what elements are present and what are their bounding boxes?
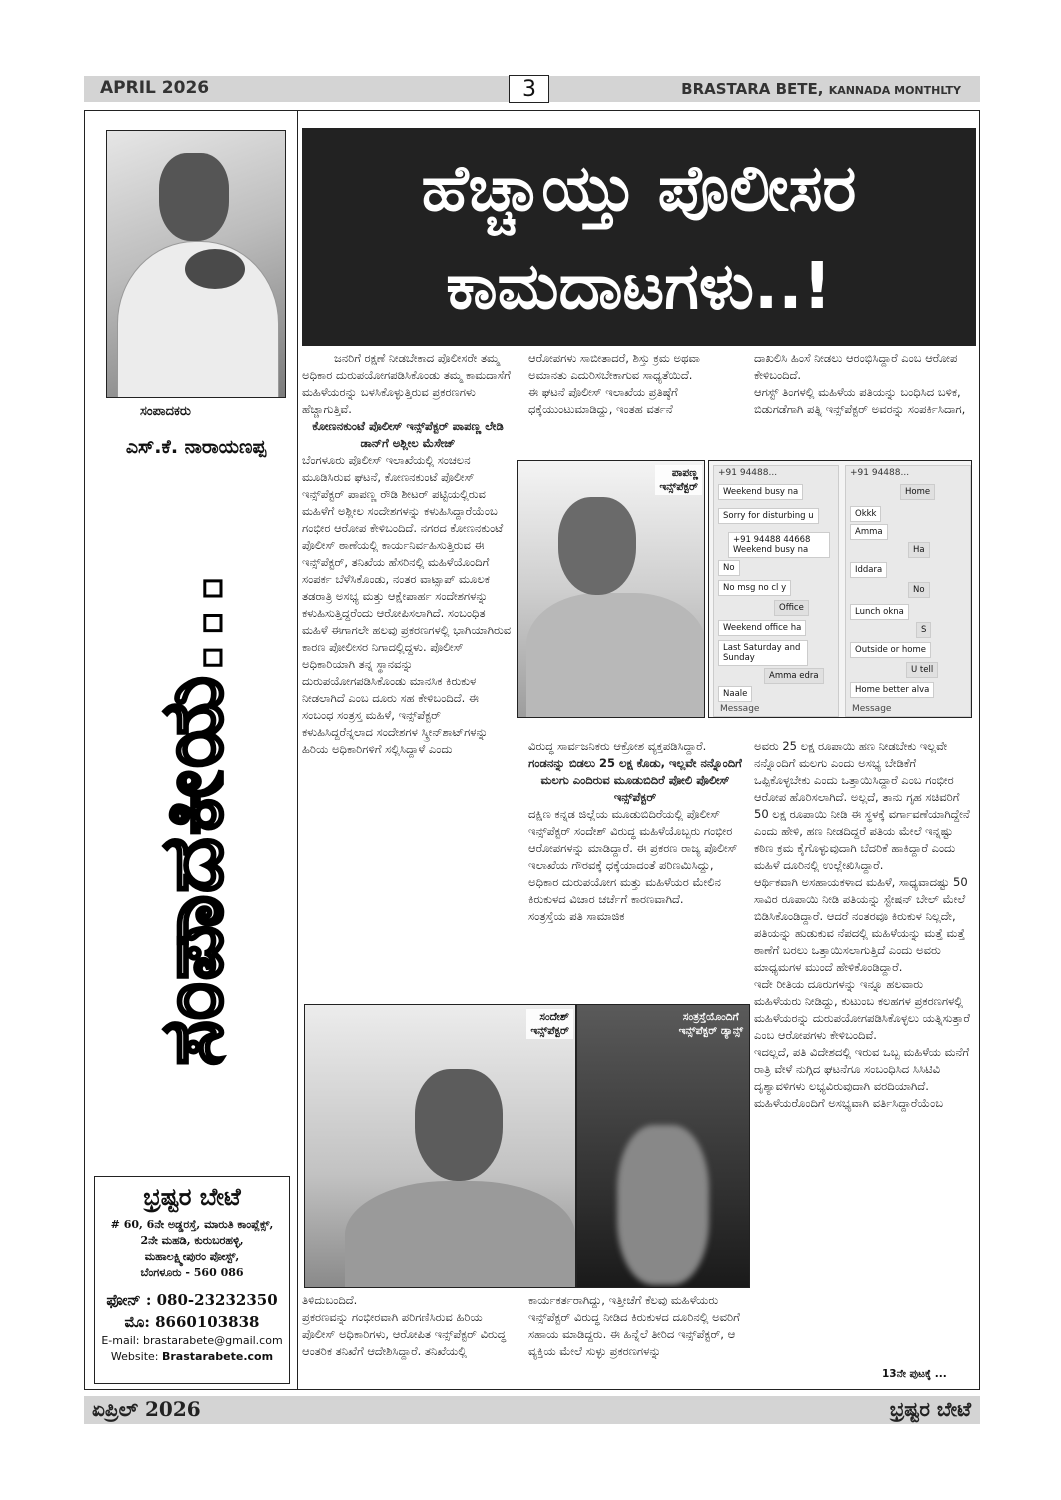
editorial-title-text: ಸಂಪಾದಕೀಯ...: [142, 570, 242, 1066]
paragraph: ಇದಲ್ಲದೆ, ಪತಿ ವಿದೇಶದಲ್ಲಿ ಇರುವ ಒಬ್ಬ ಮಹಿಳೆಯ ಮನೆಗೆ ರಾತ್ರಿ ವೇಳೆ ನುಗ್ಗಿದ ಘಟನೆಗೂ ಸಂಬಂಧಿಸಿದ ಸಿಸಿಟಿವಿ ದೃಶ್ಯಾವಳಿಗಳು ಲಭ್ಯವಿರುವುದಾಗಿ ವರದಿಯಾಗಿದೆ.: [754, 1045, 970, 1093]
photo-uniform: [345, 1181, 575, 1288]
chat-message: Sorry for disturbing u: [718, 508, 819, 524]
message-input: Message: [720, 704, 760, 714]
caption-title: ಇನ್ಸ್‌ಪೆಕ್ಟರ್: [659, 481, 698, 493]
blurred-figure: [617, 1125, 709, 1285]
footer-bar: [84, 1396, 980, 1424]
chat-message: No: [908, 582, 930, 598]
paragraph: ಅವರು 25 ಲಕ್ಷ ರೂಪಾಯಿ ಹಣ ನೀಡಬೇಕು ಇಲ್ಲವೇ ನನ್ನೊಂದಿಗೆ ಮಲಗು ಎಂದು ಅಸಭ್ಯ ಬೇಡಿಕೆಗೆ ಒಪ್ಪಿಕೊಳ್ಳಬೇಕು ಎಂದು ಒತ್ತಾಯಿಸಿದ್ದಾರೆ ಎಂಬ ಗಂಭೀರ ಆರೋಪ ಹೊರಿಸಲಾಗಿದೆ. ಅಲ್ಲದೆ, ತಾನು ಗೃಹ ಸಚಿವರಿಗೆ 50 ಲಕ್ಷ ರೂಪಾಯಿ ನೀಡಿ ಈ ಸ್ಥಳಕ್ಕೆ ವರ್ಗಾವಣೆಯಾಗಿದ್ದೇನೆ ಎಂದು ಹೇಳಿ, ಹಣ ನೀಡದಿದ್ದರೆ ಪತಿಯ ಮೇಲೆ ಇನ್ನಷ್ಟು ಕಠಿಣ ಕ್ರಮ ಕೈಗೊಳ್ಳುವುದಾಗಿ ಬೆದರಿಕೆ ಹಾಕಿದ್ದಾರೆ ಎಂದು ಮಹಿಳೆ ದೂರಿನಲ್ಲಿ ಉಲ್ಲೇಖಿಸಿದ್ದಾರೆ.: [754, 739, 970, 872]
paragraph: ಈ ಘಟನೆ ಪೊಲೀಸ್ ಇಲಾಖೆಯ ಪ್ರತಿಷ್ಠೆಗೆ ಧಕ್ಕೆಯುಂಟುಮಾಡಿದ್ದು, ಇಂತಹ ವರ್ತನೆ: [528, 385, 678, 416]
address-brand: ಭ್ರಷ್ಟರ ಬೇಟೆ: [143, 1183, 241, 1211]
caption-line: ಸಂತ್ರಸ್ತೆಯೊಂದಿಗೆ: [682, 1011, 739, 1023]
editor-photo: [106, 130, 286, 398]
chat-message: Outside or home: [850, 642, 931, 658]
chat-pane-left: [713, 465, 839, 717]
photo-caption: [526, 1009, 573, 1039]
paragraph: ದಕ್ಷಿಣ ಕನ್ನಡ ಜಿಲ್ಲೆಯ ಮೂಡುಬಿದಿರೆಯಲ್ಲಿ ಪೊಲೀಸ್ ಇನ್ಸ್‌ಪೆಕ್ಟರ್ ಸಂದೇಶ್ ವಿರುದ್ಧ ಮಹಿಳೆಯೊಬ್ಬರು ಗಂಭೀರ ಆರೋಪಗಳನ್ನು ಮಾಡಿದ್ದಾರೆ. ಈ ಪ್ರಕರಣ ರಾಜ್ಯ ಪೊಲೀಸ್ ಇಲಾಖೆಯ ಗೌರವಕ್ಕೆ ಧಕ್ಕೆಯಾದಂತೆ ಪರಿಣಮಿಸಿದ್ದು, ಅಧಿಕಾರ ದುರುಪಯೋಗ ಮತ್ತು ಮಹಿಳೆಯರ ಮೇಲಿನ ಕಿರುಕುಳದ ವಿಚಾರ ಚರ್ಚೆಗೆ ಕಾರಣವಾಗಿದೆ.: [528, 807, 738, 906]
page-number: 3: [509, 75, 549, 103]
chat-message: Iddara: [850, 562, 887, 578]
chat-message: Amma: [850, 524, 888, 540]
photo-face: [415, 1069, 503, 1181]
address-line-3: ಮಹಾಲಕ್ಷ್ಮೀಪುರಂ ಪೋಸ್ಟ್,: [144, 1250, 240, 1263]
continued-on-page: 13ನೇ ಪುಟಕ್ಕೆ ...: [882, 1368, 947, 1380]
inspector-dance-photo: [576, 1004, 750, 1288]
chat-contact: +91 94488...: [718, 468, 778, 478]
paragraph: ವಿರುದ್ಧ ಸಾರ್ವಜನಿಕರು ಆಕ್ರೋಶ ವ್ಯಕ್ತಪಡಿಸಿದ್ದಾರೆ.: [528, 739, 707, 753]
website-url: Brastarabete.com: [161, 1350, 274, 1363]
chat-message: Weekend busy na: [718, 484, 803, 500]
article-column-2c: [528, 1292, 742, 1360]
chat-message: Okkk: [850, 506, 881, 522]
chat-message: No msg no cl y: [718, 580, 791, 596]
publication-subtitle: KANNADA MONTHLTY: [828, 84, 961, 97]
caption-line: ಇನ್ಸ್‌ಪೆಕ್ಟರ್ ಡ್ಯಾನ್ಸ್: [678, 1025, 743, 1037]
paragraph: ಜನರಿಗೆ ರಕ್ಷಣೆ ನೀಡಬೇಕಾದ ಪೊಲೀಸರೇ ತಮ್ಮ ಅಧಿಕಾರ ದುರುಪಯೋಗಪಡಿಸಿಕೊಂಡು ತಮ್ಮ ಕಾಮದಾಸೆಗೆ ಮಹಿಳೆಯರನ್ನು ಬಳಸಿಕೊಳ್ಳುತ್ತಿರುವ ಪ್ರಕರಣಗಳು ಹೆಚ್ಚಾಗುತ್ತಿವೆ.: [302, 351, 511, 416]
address-line-4: ಬೆಂಗಳೂರು - 560 086: [140, 1266, 244, 1279]
chat-message: Ha: [908, 542, 930, 558]
paragraph: ದಾಖಲಿಸಿ ಹಿಂಸೆ ನೀಡಲು ಆರಂಭಿಸಿದ್ದಾರೆ ಎಂಬ ಆರೋಪ ಕೇಳಿಬಂದಿದೆ.: [754, 351, 958, 382]
chat-message: S: [916, 622, 931, 638]
paragraph: ಆರೋಪಗಳು ಸಾಬೀತಾದರೆ, ಶಿಸ್ತು ಕ್ರಮ ಅಥವಾ ಅಮಾನತು ಎದುರಿಸಬೇಕಾಗುವ ಸಾಧ್ಯತೆಯಿದೆ.: [528, 351, 700, 382]
article-column-2b: [528, 738, 742, 925]
publication-name: [681, 80, 961, 98]
article-column-1: [302, 350, 514, 758]
editorial-vertical-title: [108, 478, 278, 1158]
publication-title: BRASTARA BETE,: [681, 80, 824, 98]
editor-name: ಎಸ್.ಕೆ. ನಾರಾಯಣಪ್ಪ: [125, 436, 267, 458]
phone-number: ಫೋನ್ : 080-23232350: [106, 1291, 278, 1309]
photo-face: [558, 497, 636, 595]
inspector-papanna-photo: [517, 460, 705, 718]
address-line-1: # 60, 6ನೇ ಅಡ್ಡರಸ್ತೆ, ಮಾರುತಿ ಕಾಂಪ್ಲೆಕ್ಸ್,: [110, 1218, 274, 1231]
headline: [302, 128, 976, 346]
photo-uniform: [526, 593, 705, 718]
editor-photo-arm: [185, 249, 245, 289]
paragraph: ಇದೇ ರೀತಿಯ ದೂರುಗಳನ್ನು ಇನ್ನೂ ಹಲವಾರು ಮಹಿಳೆಯರು ನೀಡಿದ್ದು, ಕುಟುಂಬ ಕಲಹಗಳ ಪ್ರಕರಣಗಳಲ್ಲಿ ಮಹಿಳೆಯರನ್ನು ದುರುಪಯೋಗಪಡಿಸಿಕೊಳ್ಳಲು ಯತ್ನಿಸುತ್ತಾರೆ ಎಂಬ ಆರೋಪಗಳು ಕೇಳಿಬಂದಿವೆ.: [754, 977, 970, 1042]
headline-line-2: ಕಾಮದಾಟಗಳು..!: [446, 250, 832, 324]
article-column-2: [528, 350, 740, 418]
message-input: Message: [852, 704, 892, 714]
paragraph: ಸಂತ್ರಸ್ತೆಯ ಪತಿ ಸಾಮಾಜಿಕ: [528, 909, 625, 923]
chat-message: No: [718, 560, 740, 576]
paragraph: ಕಾರ್ಯಕರ್ತರಾಗಿದ್ದು, ಇತ್ತೀಚೆಗೆ ಕೆಲವು ಮಹಿಳೆಯರು ಇನ್ಸ್‌ಪೆಕ್ಟರ್ ವಿರುದ್ಧ ನೀಡಿದ ಕಿರುಕುಳದ ದೂರಿನಲ್ಲಿ ಅವರಿಗೆ ಸಹಾಯ ಮಾಡಿದ್ದರು. ಈ ಹಿನ್ನೆಲೆ ತೀರಿದ ಇನ್ಸ್‌ಪೆಕ್ಟರ್, ಆ ವ್ಯಕ್ತಿಯ ಮೇಲೆ ಸುಳ್ಳು ಪ್ರಕರಣಗಳನ್ನು: [528, 1293, 740, 1358]
website-label: Website:: [110, 1350, 159, 1363]
chat-message: Home: [900, 484, 935, 500]
article-column-3b: [754, 738, 972, 1112]
chat-message: Last Saturday and Sunday: [718, 640, 808, 666]
headline-line-1: ಹೆಚ್ಚಾಯ್ತು ಪೊಲೀಸರ: [421, 152, 857, 226]
chat-pane-right: [845, 465, 971, 717]
caption-name: ಪಾಪಣ್ಣ: [671, 467, 698, 479]
subheading: ಕೋಣನಕುಂಟೆ ಪೊಲೀಸ್ ಇನ್ಸ್‌ಪೆಕ್ಟರ್ ಪಾಪಣ್ಣ ಲೇಡಿ ಡಾನ್‌ಗೆ ಅಶ್ಲೀಲ ಮೆಸೇಜ್: [312, 419, 504, 450]
email-address: E-mail: brastarabete@gmail.com: [101, 1334, 283, 1347]
footer-date: ಏಪ್ರಿಲ್ 2026: [92, 1397, 201, 1421]
paragraph: ಪ್ರಕರಣವನ್ನು ಗಂಭೀರವಾಗಿ ಪರಿಗಣಿಸಿರುವ ಹಿರಿಯ ಪೊಲೀಸ್ ಅಧಿಕಾರಿಗಳು, ಆರೋಪಿತ ಇನ್ಸ್‌ಪೆಕ್ಟರ್ ವಿರುದ್ಧ ಆಂತರಿಕ ತನಿಖೆಗೆ ಆದೇಶಿಸಿದ್ದಾರೆ. ತನಿಖೆಯಲ್ಲಿ: [302, 1310, 507, 1358]
article-column-1c: [302, 1292, 516, 1360]
website: [95, 1349, 289, 1365]
chat-message: Lunch okna: [850, 604, 909, 620]
footer-brand: ಭ್ರಷ್ಟರ ಬೇಟೆ: [889, 1397, 971, 1421]
caption-name: ಸಂದೇಶ್: [539, 1011, 569, 1023]
chat-message: +91 94488 44668 Weekend busy na: [728, 532, 830, 558]
chat-message: Weekend office ha: [718, 620, 806, 636]
chat-contact: +91 94488...: [850, 468, 910, 478]
paragraph: ಮಹಿಳೆಯರೊಂದಿಗೆ ಅಸಭ್ಯವಾಗಿ ವರ್ತಿಸಿದ್ದಾರೆಯೆಂಬ: [754, 1096, 944, 1110]
issue-date: APRIL 2026: [100, 78, 210, 98]
chat-message: U tell: [906, 662, 938, 678]
editor-photo-head: [159, 153, 229, 241]
chat-message: Office: [774, 600, 809, 616]
chat-message: Home better alva: [850, 682, 934, 698]
photo-caption: [655, 465, 702, 495]
chat-message: Naale: [718, 686, 752, 702]
editor-label: ಸಂಪಾದಕರು: [140, 404, 191, 419]
photo-caption: [675, 1009, 747, 1039]
paragraph: ಆರ್ಥಿಕವಾಗಿ ಅಸಹಾಯಕಳಾದ ಮಹಿಳೆ, ಸಾಧ್ಯವಾದಷ್ಟು 50 ಸಾವಿರ ರೂಪಾಯಿ ನೀಡಿ ಪತಿಯನ್ನು ಸ್ಟೇಷನ್ ಬೇಲ್ ಮೇಲೆ ಬಿಡಿಸಿಕೊಂಡಿದ್ದಾರೆ. ಆದರೆ ನಂತರವೂ ಕಿರುಕುಳ ನಿಲ್ಲದೇ, ಪತಿಯನ್ನು ಹುಡುಕುವ ನೆಪದಲ್ಲಿ ಮಹಿಳೆಯನ್ನು ಮತ್ತೆ ಮತ್ತೆ ಠಾಣೆಗೆ ಬರಲು ಒತ್ತಾಯಿಸಲಾಗುತ್ತಿದೆ ಎಂದು ಅವರು ಮಾಧ್ಯಮಗಳ ಮುಂದೆ ಹೇಳಿಕೊಂಡಿದ್ದಾರೆ.: [754, 875, 968, 974]
mobile-number: ಮೊ: 8660103838: [124, 1313, 260, 1331]
chat-message: Amma edra: [764, 668, 824, 684]
paragraph: ಆಗಸ್ಟ್ ತಿಂಗಳಲ್ಲಿ ಮಹಿಳೆಯ ಪತಿಯನ್ನು ಬಂಧಿಸಿದ ಬಳಿಕ, ಬಿಡುಗಡೆಗಾಗಿ ಪತ್ನಿ ಇನ್ಸ್‌ಪೆಕ್ಟರ್ ಅವರನ್ನು ಸಂಪರ್ಕಿಸಿದಾಗ,: [754, 385, 966, 416]
caption-title: ಇನ್ಸ್‌ಪೆಕ್ಟರ್: [530, 1025, 569, 1037]
paragraph: ತಿಳಿದುಬಂದಿದೆ.: [302, 1293, 358, 1307]
address-box: [94, 1176, 290, 1384]
chat-screenshot: [708, 460, 972, 718]
column-divider: [297, 110, 298, 1390]
paragraph: ಬೆಂಗಳೂರು ಪೊಲೀಸ್ ಇಲಾಖೆಯಲ್ಲಿ ಸಂಚಲನ ಮೂಡಿಸಿರುವ ಘಟನೆ, ಕೋಣನಕುಂಟೆ ಪೊಲೀಸ್ ಇನ್ಸ್‌ಪೆಕ್ಟರ್ ಪಾಪಣ್ಣ ರೌಡಿ ಶೀಟರ್ ಪಟ್ಟಿಯಲ್ಲಿರುವ ಮಹಿಳೆಗೆ ಅಶ್ಲೀಲ ಸಂದೇಶಗಳನ್ನು ಕಳುಹಿಸಿದ್ದಾರೆಯೆಂಬ ಗಂಭೀರ ಆರೋಪ ಕೇಳಿಬಂದಿದೆ. ನಗರದ ಕೋಣನಕುಂಟೆ ಪೊಲೀಸ್ ಠಾಣೆಯಲ್ಲಿ ಕಾರ್ಯನಿರ್ವಹಿಸುತ್ತಿರುವ ಈ ಇನ್ಸ್‌ಪೆಕ್ಟರ್, ತನಿಖೆಯ ಹೆಸರಿನಲ್ಲಿ ಮಹಿಳೆಯೊಂದಿಗೆ ಸಂಪರ್ಕ ಬೆಳೆಸಿಕೊಂಡು, ನಂತರ ವಾಟ್ಸಾಪ್ ಮೂಲಕ ತಡರಾತ್ರಿ ಅಸಭ್ಯ ಮತ್ತು ಆಕ್ಷೇಪಾರ್ಹ ಸಂದೇಶಗಳನ್ನು ಕಳುಹಿಸುತ್ತಿದ್ದರೆಂದು ಆರೋಪಿಸಲಾಗಿದೆ. ಸಂಬಂಧಿತ ಮಹಿಳೆ ಈಗಾಗಲೇ ಹಲವು ಪ್ರಕರಣಗಳಲ್ಲಿ ಭಾಗಿಯಾಗಿರುವ ಕಾರಣ ಪೋಲೀಸರ ನಿಗಾದಲ್ಲಿದ್ದಳು. ಪೊಲೀಸ್ ಅಧಿಕಾರಿಯಾಗಿ ತನ್ನ ಸ್ಥಾನವನ್ನು ದುರುಪಯೋಗಪಡಿಸಿಕೊಂಡು ಮಾನಸಿಕ ಕಿರುಕುಳ ನೀಡಲಾಗಿದೆ ಎಂಬ ದೂರು ಸಹ ಕೇಳಿಬಂದಿದೆ. ಈ ಸಂಬಂಧ ಸಂತ್ರಸ್ತ ಮಹಿಳೆ, ಇನ್ಸ್‌ಪೆಕ್ಟರ್ ಕಳುಹಿಸಿದ್ದರೆನ್ನಲಾದ ಸಂದೇಶಗಳ ಸ್ಕ್ರೀನ್‌ಶಾಟ್‌ಗಳನ್ನು ಹಿರಿಯ ಅಧಿಕಾರಿಗಳಿಗೆ ಸಲ್ಲಿಸಿದ್ದಾಳೆ ಎಂದು: [302, 453, 512, 756]
article-column-3: [754, 350, 972, 418]
address-line-2: 2ನೇ ಮಹಡಿ, ಕುರುಬರಹಳ್ಳಿ,: [140, 1234, 244, 1247]
inspector-sandesh-photo: [304, 1004, 576, 1288]
subheading: ಗಂಡನನ್ನು ಬಿಡಲು 25 ಲಕ್ಷ ಕೊಡು, ಇಲ್ಲವೇ ನನ್ನೊಂದಿಗೆ ಮಲಗು ಎಂದಿರುವ ಮೂಡುಬಿದಿರೆ ಪೋಲಿ ಪೊಲೀಸ್ ಇನ್ಸ್‌ಪೆಕ್ಟರ್: [528, 756, 742, 804]
